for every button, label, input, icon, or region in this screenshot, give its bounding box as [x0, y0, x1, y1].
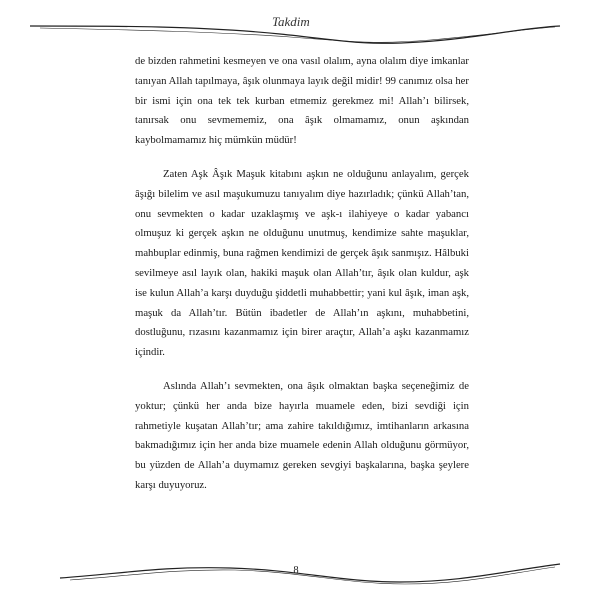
header-ornament [0, 20, 592, 50]
paragraph-2: Zaten Aşk Âşık Maşuk kitabını aşkın ne olduğunu anlayalım, gerçek âşığı bilelim ve asıl maşukumuzu tanıyalım diye hazırladık; çünkü Allah’tan, onu sevmekten o kadar uzaklaşmış ve aşk-ı ilahiyeye o kadar yabancı olmuşuz ki gerçek aşkın ne olduğunu unutmuş, kendimize sahte maşuklar, mahbuplar edinmiş, buna rağmen kendimizi de gerçek âşık sanmışız. Hâlbuki sevilmeye asıl layık olan, hakiki maşuk olan Allah’tır, âşık olan kuldur, aşk ise kulun Allah’a karşı duyduğu şiddetli muhabbettir; yani kul âşık, iman aşk, maşuk da Allah’tır. Bütün ibadetler de Allah’ın aşkını, muhabbetini, dostluğunu, rızasını kazanmamız için birer araçtır, Allah’a aşkı kazanmamız içindir. [135, 167, 469, 359]
running-header: Takdim [272, 14, 310, 29]
paragraph-1: de bizden rahmetini kesmeyen ve ona vasıl olalım, ayna olalım diye imkanlar tanıyan Allah tapılmaya, âşık olunmaya layık değil midir! 99 canımız olsa her bir ismi için ona tek tek kurban etmemiz gerekmez mi! Allah’ı bilirsek, tanırsak onu sevmememiz, ona âşık olmamamız, onun aşkından kaybolmamamız hiç mümkün müdür! [135, 55, 469, 147]
paragraph-3: Aslında Allah’ı sevmekten, ona âşık olmaktan başka seçeneğimiz de yoktur; çünkü her anda bize hayırla muamele eden, bizi sevdiği için rahmetiyle kuşatan Allah’tır; ama zahire takıldığımız, imtihanların arkasına bakmadığımız için her anda bize muamele edenin Allah olduğunu görmüyor, bu yüzden de Allah’a duymamız gereken sevgiyi başkalarına, başka şeylere karşı duyuyoruz. [135, 379, 469, 491]
body-text [135, 52, 469, 496]
page-number: 8 [293, 565, 299, 576]
